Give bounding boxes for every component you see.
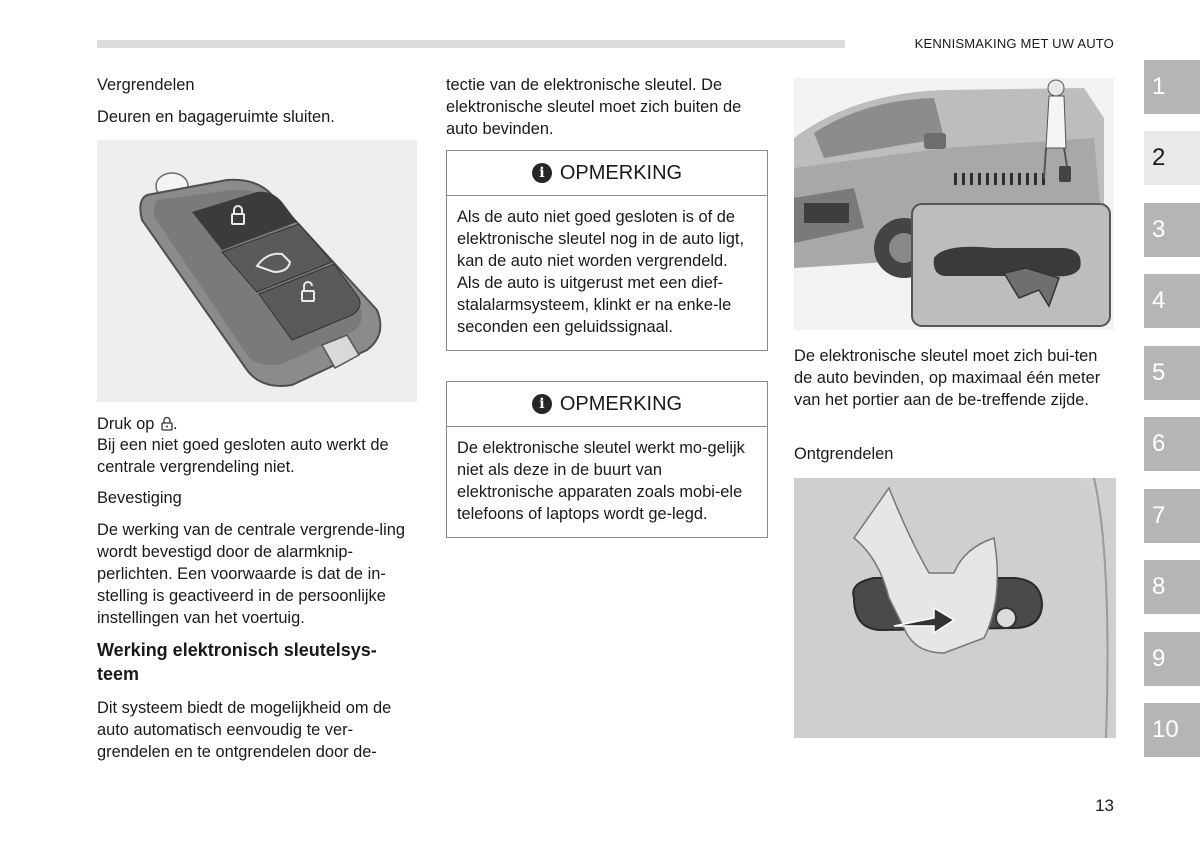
heading-lock: Vergrendelen — [97, 76, 195, 94]
chapter-tab-active[interactable]: 2 — [1144, 131, 1200, 185]
heading-confirm: Bevestiging — [97, 489, 182, 507]
door-handle-unlock-illustration — [794, 478, 1116, 738]
heading-unlock: Ontgrendelen — [794, 445, 894, 463]
chapter-tab[interactable]: 1 — [1144, 60, 1200, 114]
key-fob-illustration — [97, 140, 417, 402]
confirm-text: De werking van de centrale vergrende-ling wordt bevestigd door de alarmknip-perlichten. Een voorwaarde is dat de in-stelling is geactiveerd in de persoonlijke instellingen van het voertuig. — [97, 521, 405, 627]
key-distance-text: De elektronische sleutel moet zich bui-ten de auto bevinden, op maximaal één meter van het portier aan de be-treffende zijde. — [794, 347, 1101, 409]
chapter-tab[interactable]: 10 — [1144, 703, 1200, 757]
notice-header — [447, 382, 767, 427]
notice-title: OPMERKING — [559, 161, 683, 184]
notice-box — [446, 150, 768, 351]
intro-text: Dit systeem biedt de mogelijkheid om de auto automatisch eenvoudig te ver-grendelen en te ontgrendelen door de- — [97, 699, 392, 761]
chapter-tab[interactable]: 6 — [1144, 417, 1200, 471]
van-keyless-illustration — [794, 78, 1114, 330]
chapter-tab[interactable]: 3 — [1144, 203, 1200, 257]
chapter-tab[interactable]: 4 — [1144, 274, 1200, 328]
page-number: 13 — [1095, 796, 1114, 815]
notice-title: OPMERKING — [559, 392, 683, 415]
press-note: Bij een niet goed gesloten auto werkt de centrale vergrendeling niet. — [97, 436, 389, 476]
continuation-text: tectie van de elektronische sleutel. De elektronische sleutel moet zich buiten de auto bevinden. — [446, 76, 742, 138]
press-prefix: Druk op — [97, 415, 159, 433]
notice-header — [447, 151, 767, 196]
notice-body: Als de auto niet goed gesloten is of de elektronische sleutel nog in de auto ligt, kan de auto niet worden vergrendeld. Als de auto is uitgerust met een dief-stalalarmsysteem, klinkt er na enke-le seconden een geluidssignaal. — [457, 208, 745, 336]
lock-text: Deuren en bagageruimte sluiten. — [97, 108, 335, 126]
chapter-tab[interactable]: 7 — [1144, 489, 1200, 543]
section-heading: Werking elektronisch sleutelsys-teem — [97, 640, 377, 684]
chapter-tab[interactable]: 8 — [1144, 560, 1200, 614]
header-rule — [97, 40, 845, 48]
notice-box — [446, 381, 768, 538]
info-icon: i — [532, 394, 552, 414]
chapter-tab[interactable]: 5 — [1144, 346, 1200, 400]
section-title: KENNISMAKING MET UW AUTO — [914, 36, 1114, 51]
chapter-tab[interactable]: 9 — [1144, 632, 1200, 686]
press-suffix: . — [172, 415, 178, 433]
notice-body: De elektronische sleutel werkt mo-gelijk niet als deze in de buurt van elektronische apparaten zoals mobi-ele telefoons of laptops wordt ge-legd. — [457, 439, 745, 523]
info-icon: i — [532, 163, 552, 183]
